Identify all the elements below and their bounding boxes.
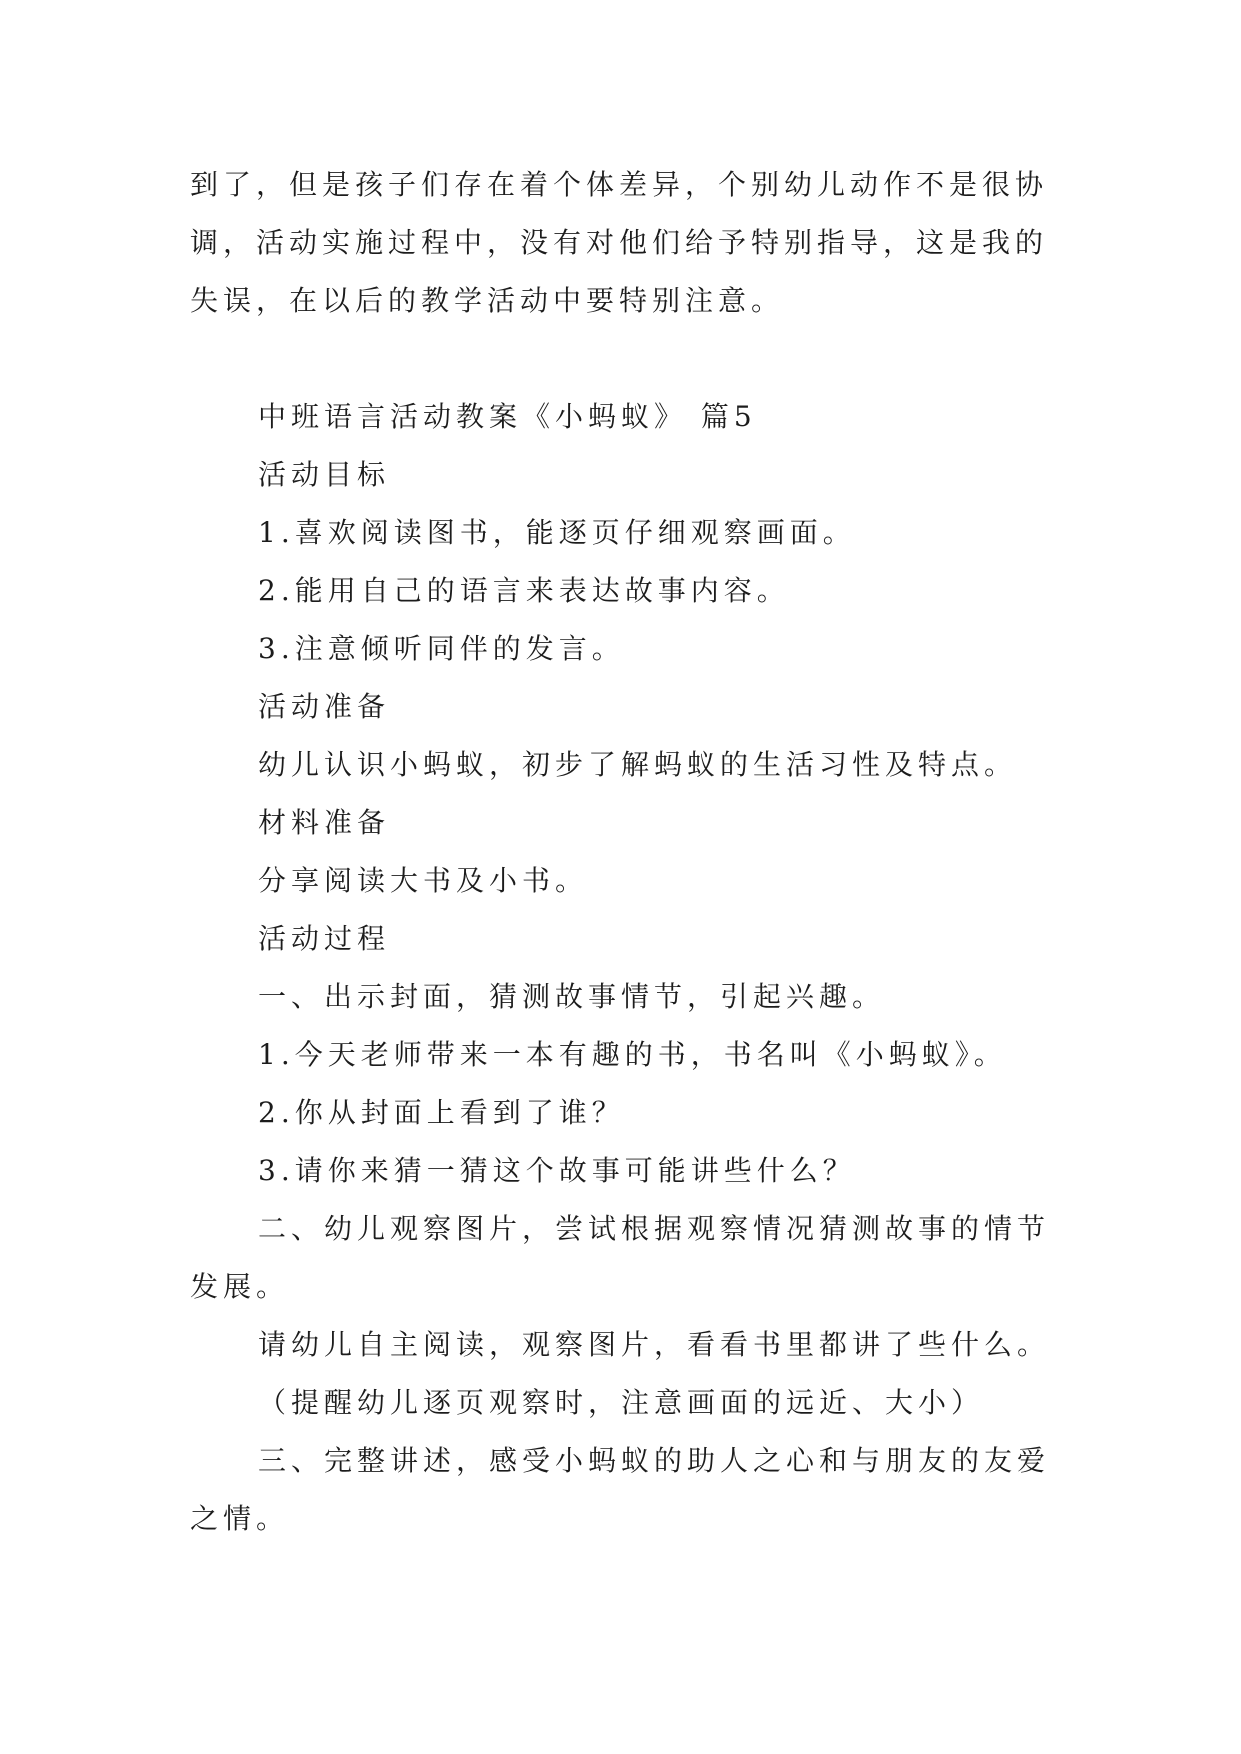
materials-text: 分享阅读大书及小书。 xyxy=(258,864,589,897)
continuation-line: 调，活动实施过程中，没有对他们给予特别指导，这是我的 xyxy=(190,226,1049,259)
continuation-line: 失误，在以后的教学活动中要特别注意。 xyxy=(190,284,785,317)
document-body xyxy=(190,156,1090,1548)
step-item: 2.你从封面上看到了谁？ xyxy=(258,1096,625,1129)
continuation-line: 到了，但是孩子们存在着个体差异，个别幼儿动作不是很协 xyxy=(190,168,1049,201)
step-title: 三、完整讲述，感受小蚂蚁的助人之心和与朋友的友爱 xyxy=(258,1444,1051,1477)
section-heading: 中班语言活动教案《小蚂蚁》 篇5 xyxy=(258,400,757,433)
objective-item: 2.能用自己的语言来表达故事内容。 xyxy=(258,574,790,607)
step-title-continuation: 发展。 xyxy=(190,1270,290,1303)
preparation-text: 幼儿认识小蚂蚁，初步了解蚂蚁的生活习性及特点。 xyxy=(258,748,1018,781)
objective-item: 1.喜欢阅读图书，能逐页仔细观察画面。 xyxy=(258,516,856,549)
step-item: 1.今天老师带来一本有趣的书，书名叫《小蚂蚁》。 xyxy=(258,1038,1007,1071)
preparation-heading: 活动准备 xyxy=(258,690,391,723)
step-item: （提醒幼儿逐页观察时，注意画面的远近、大小） xyxy=(258,1386,985,1419)
paragraph-gap xyxy=(190,330,1090,388)
step-item: 请幼儿自主阅读，观察图片，看看书里都讲了些什么。 xyxy=(258,1328,1051,1361)
step-title-continuation: 之情。 xyxy=(190,1502,290,1535)
continuation-paragraph xyxy=(190,156,1090,330)
step-title: 一、出示封面，猜测故事情节，引起兴趣。 xyxy=(258,980,886,1013)
objective-item: 3.注意倾听同伴的发言。 xyxy=(258,632,625,665)
materials-heading: 材料准备 xyxy=(258,806,391,839)
step-item: 3.请你来猜一猜这个故事可能讲些什么？ xyxy=(258,1154,856,1187)
step-title: 二、幼儿观察图片，尝试根据观察情况猜测故事的情节 xyxy=(258,1212,1051,1245)
process-heading: 活动过程 xyxy=(258,922,391,955)
objectives-heading: 活动目标 xyxy=(258,458,391,491)
